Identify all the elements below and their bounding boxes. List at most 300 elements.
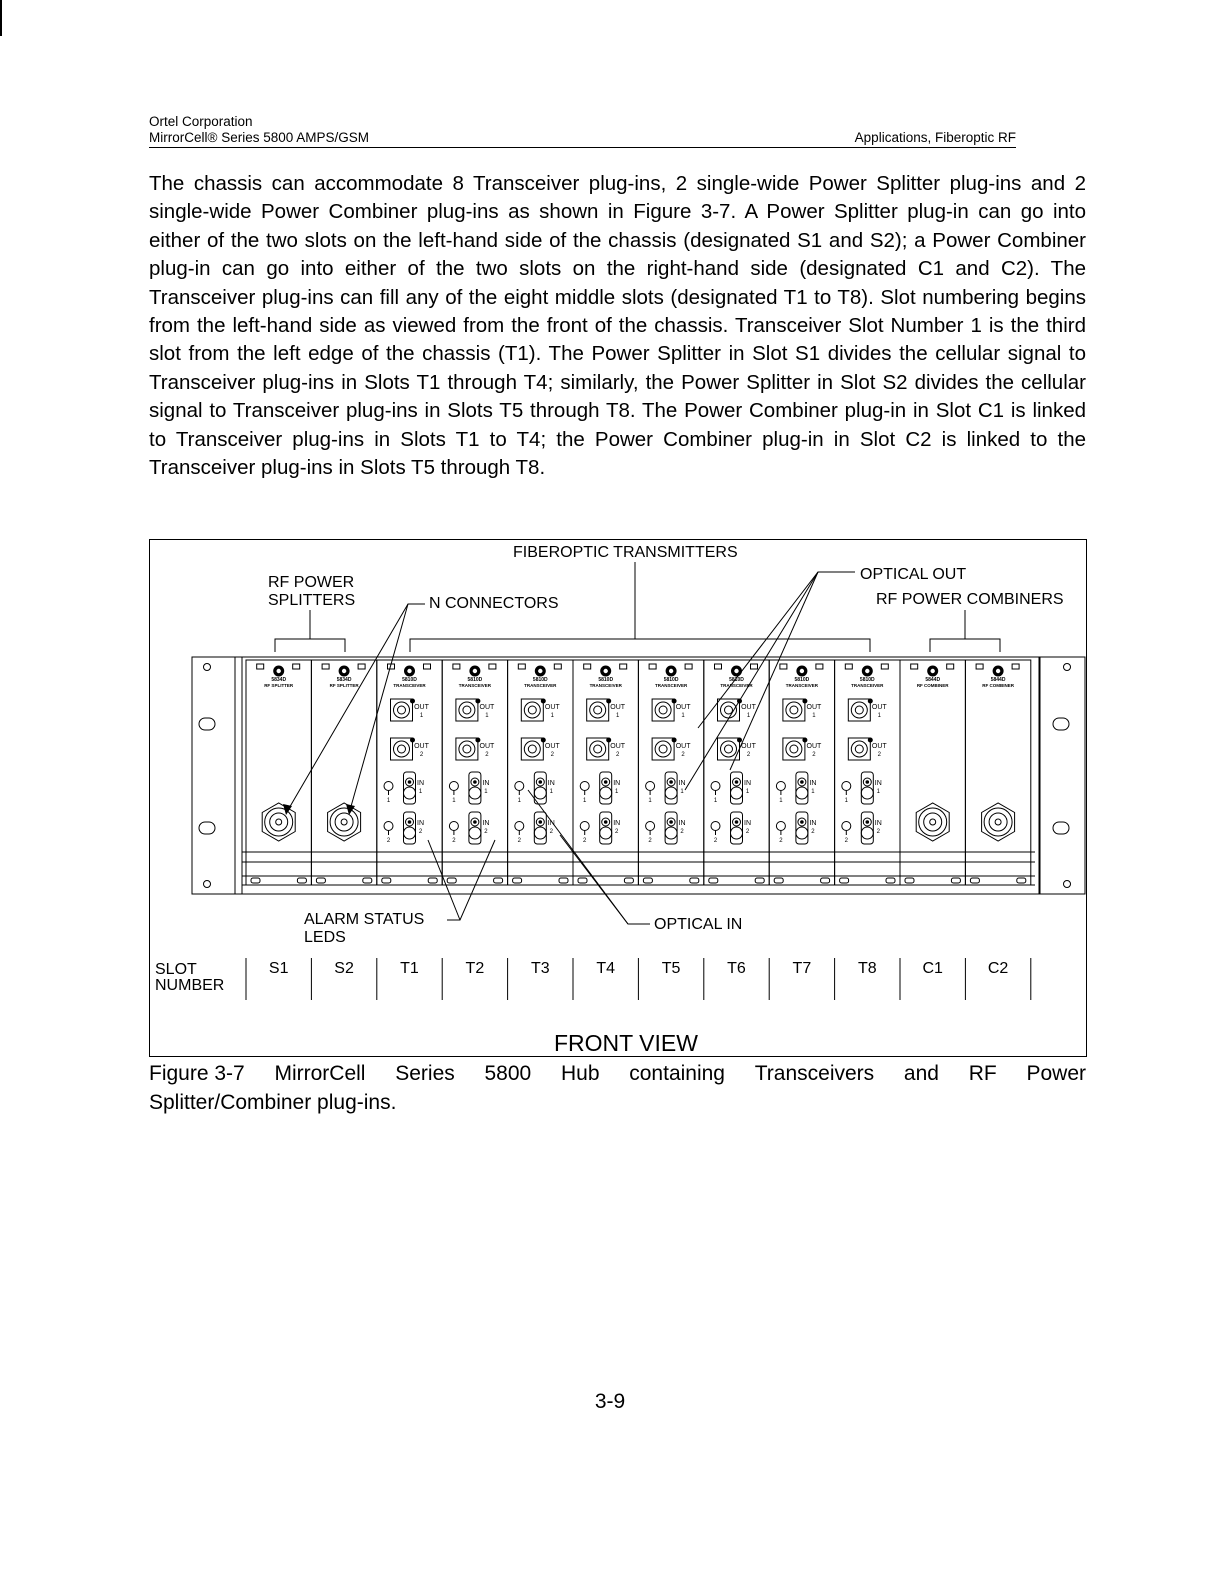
in-label: IN [874,820,882,827]
fastener [951,878,960,883]
in-number: 2 [811,829,815,835]
connector-pin [735,780,739,784]
out-label: OUT [806,704,822,711]
rack-hole [1064,881,1071,888]
module-type: TRANSCEIVER [654,683,688,688]
connector-ring [594,706,602,714]
connector-ring [861,787,873,799]
plug-in-panel [965,660,1030,885]
alarm-status-led-icon [776,822,785,831]
fastener [709,878,718,883]
connector-pin [473,820,477,824]
connector-ring [590,702,606,718]
status-led-center [865,669,869,673]
fastener [559,878,568,883]
connector-latch [802,738,807,743]
plug-in-t8 [835,660,900,885]
connector-ring [404,827,416,839]
plug-in-panel [311,660,376,885]
in-number: 1 [484,789,488,795]
connector-ring [725,745,733,753]
fastener [297,878,306,883]
header-rule-row [149,130,1016,148]
plug-in-t6 [704,660,769,885]
n-connector-ring [924,813,942,831]
out-number: 1 [812,713,816,719]
in-label: IN [417,780,424,787]
caption-word: Power [1026,1062,1086,1085]
fastener [905,878,914,883]
module-number: 5810D [467,677,483,683]
label-slot: SLOT [155,961,197,978]
alarm-led [584,664,591,669]
optical-in-leader [528,790,628,924]
right-rack-ear [1040,657,1085,894]
slot-label-t1: T1 [400,960,419,977]
status-led-center [800,669,804,673]
plug-in-panel [246,660,311,885]
fastener [970,878,979,883]
module-type: RF SPLITTER [329,683,359,688]
label-front-view: FRONT VIEW [554,1030,698,1056]
out-number: 2 [616,752,620,758]
status-led-center [669,669,673,673]
connector-ring [398,745,406,753]
module-type: TRANSCEIVER [720,683,753,688]
connector-pin [800,820,804,824]
alarm-status-led-icon [384,782,393,791]
caption-line-1 [149,1059,1086,1088]
module-number: 5834D [271,677,287,683]
in-number: 2 [615,829,619,835]
fastener [690,878,699,883]
connector-latch [541,738,546,743]
n-connector-ring [270,813,288,831]
alarm-status-led-icon [842,782,851,791]
module-number: 5810D [663,677,679,683]
alarm-status-led-icon [646,782,655,791]
alarm-led [976,664,983,669]
fastener [363,878,372,883]
out-label: OUT [479,743,495,750]
connector-ring [655,702,671,718]
fastener [774,878,783,883]
led-number: 1 [844,798,848,804]
label-number: NUMBER [155,977,225,994]
in-label: IN [613,820,621,827]
out-number: 1 [681,713,685,719]
in-label: IN [809,820,817,827]
alarm-status-led-icon [580,782,589,791]
plug-in-t2 [442,660,507,885]
connector-ring [463,706,471,714]
led-number: 2 [844,838,848,844]
alarm-status-led-icon [515,822,524,831]
out-number: 2 [681,752,685,758]
slot-label-c1: C1 [922,960,943,977]
n-connector-ring [919,808,947,836]
in-number: 2 [484,829,488,835]
alarm-status-led-icon [515,782,524,791]
plug-in-c2 [965,660,1030,885]
alarm-led [322,664,329,669]
alarm-led [257,664,264,669]
label-splitters: SPLITTERS [268,592,356,609]
connector-pin [866,820,870,824]
plug-in-s1 [246,660,311,885]
alarm-status-led-icon [580,822,589,831]
connector-ring [861,827,873,839]
slot-label-s2: S2 [334,960,354,977]
fastener [886,878,895,883]
connector-ring [731,787,743,799]
plug-in-t5 [638,660,703,885]
plug-in-t3 [508,660,573,885]
plug-in-s2 [311,660,376,885]
connector-ring [528,745,536,753]
rack-hole [204,664,211,671]
connector-latch [672,699,677,704]
out-label: OUT [414,704,429,711]
alarm-led [293,664,300,669]
module-number: 5810D [859,677,875,683]
module-type: RF COMBINER [982,683,1014,688]
slot-label-s1: S1 [268,960,289,977]
alarm-led [620,664,627,669]
connector-ring [790,706,798,714]
out-number: 2 [812,752,816,758]
alarm-led [947,664,954,669]
n-connector-icon [916,803,949,841]
module-type: TRANSCEIVER [589,683,622,688]
connector-latch [410,699,415,704]
slot-label-t5: T5 [661,960,681,977]
connector-ring [524,702,540,718]
status-led-center [277,669,281,673]
alarm-led [751,664,758,669]
n-connector-ring [989,813,1007,831]
rack-hole [204,881,211,888]
out-number: 1 [616,713,620,719]
connector-pin [408,820,412,824]
in-number: 2 [418,829,423,835]
out-label: OUT [479,704,495,711]
in-label: IN [547,820,555,827]
alarm-led [358,664,365,669]
alarm-status-led-icon [646,822,655,831]
out-label: OUT [544,743,560,750]
slot-label-t4: T4 [596,960,616,977]
out-label: OUT [806,743,822,750]
caption-word: MirrorCell [274,1062,366,1085]
out-number: 1 [419,713,424,719]
figure-3-7 [149,539,1087,1057]
connector-ring [600,827,612,839]
label-optical-in: OPTICAL IN [654,916,743,933]
connector-ring [590,741,606,757]
plug-in-t7 [769,660,834,885]
in-label: IN [809,780,817,787]
out-label: OUT [871,704,887,711]
in-number: 2 [745,829,750,835]
rack-slot [1053,822,1069,834]
n-connector-ring [335,813,353,831]
connector-ring [659,706,667,714]
alarm-led [881,664,888,669]
module-type: TRANSCEIVER [524,683,557,688]
header-company: Ortel Corporation [149,114,253,129]
connector-pin [539,820,543,824]
connector-ring [855,706,863,714]
fastener [821,878,830,883]
alarm-led [1012,664,1019,669]
n-connector-ring [984,808,1012,836]
connector-ring [786,702,802,718]
n-connector-ring [265,808,293,836]
splitters-bracket [275,639,345,652]
in-label: IN [744,820,751,827]
connector-latch [606,738,611,743]
connector-ring [665,827,677,839]
status-led-center [996,669,1000,673]
connector-pin [604,820,608,824]
status-led-center [931,669,935,673]
connector-ring [851,741,867,757]
connector-pin [473,780,477,784]
connector-latch [737,738,742,743]
rack-slot [199,718,215,730]
plug-in-t4 [573,660,638,885]
connector-ring [796,787,808,799]
in-label: IN [744,780,751,787]
slot-label-t6: T6 [727,960,746,977]
in-number: 1 [680,789,684,795]
connector-ring [459,702,475,718]
led-number: 1 [648,798,652,804]
status-led-center [604,669,608,673]
led-number: 1 [386,798,391,804]
connector-pin [866,780,870,784]
n-connector-pin [276,819,282,825]
connector-ring [731,827,743,839]
alarm-led [424,664,431,669]
out-label: OUT [610,704,626,711]
connector-ring [469,827,481,839]
module-type: TRANSCEIVER [393,683,426,688]
out-number: 1 [485,713,489,719]
connector-ring [463,745,471,753]
in-number: 2 [549,829,553,835]
module-number: 5834D [336,677,352,683]
fastener [494,878,503,883]
connector-latch [475,699,480,704]
out-label: OUT [741,704,756,711]
connector-latch [672,738,677,743]
fastener [382,878,391,883]
connector-latch [868,738,873,743]
caption-word: and [903,1062,939,1085]
n-connector-icon [262,803,295,841]
in-number: 1 [418,789,423,795]
slot-label-t2: T2 [465,960,485,977]
module-type: RF COMBINER [916,683,949,688]
n-connector-icon [328,803,361,841]
out-label: OUT [675,743,691,750]
alarm-led [518,664,525,669]
connector-ring [796,827,808,839]
in-label: IN [678,780,686,787]
out-label: OUT [544,704,560,711]
led-number: 2 [517,838,521,844]
in-number: 2 [876,829,880,835]
alarm-status-led-icon [384,822,393,831]
connector-pin [800,780,804,784]
in-label: IN [547,780,555,787]
led-number: 1 [779,798,783,804]
connector-ring [600,787,612,799]
in-label: IN [482,820,490,827]
label-optical-out: OPTICAL OUT [860,566,967,583]
connector-pin [735,820,739,824]
slot-label-t7: T7 [792,960,812,977]
header-section: Applications, Fiberoptic RF [854,130,1016,145]
optical-out-leader [698,572,855,728]
fastener [251,878,260,883]
connector-ring [665,787,677,799]
alarm-led [685,664,692,669]
caption-word: Hub [560,1062,600,1085]
led-number: 2 [713,838,718,844]
slot-label-t8: T8 [857,960,877,977]
in-label: IN [613,780,621,787]
status-led-center [473,669,477,673]
caption-line-2: Splitter/Combiner plug-ins. [149,1091,397,1114]
page-number: 3-9 [594,1390,626,1413]
in-number: 1 [615,789,619,795]
alarm-status-led-icon [711,782,720,791]
out-label: OUT [610,743,626,750]
caption-word: containing [629,1062,725,1085]
in-number: 2 [680,829,684,835]
alarm-led [845,664,852,669]
connector-ring [469,787,481,799]
status-led-center [538,669,542,673]
label-fiberoptic-transmitters: FIBEROPTIC TRANSMITTERS [513,544,738,561]
connector-pin [408,780,412,784]
led-number: 2 [648,838,652,844]
module-number: 5844D [925,677,941,683]
fastener [755,878,764,883]
transmitters-bracket [410,639,870,652]
alarm-status-led-icon [711,822,720,831]
led-number: 2 [779,838,783,844]
in-number: 1 [549,789,553,795]
alarm-led [554,664,561,669]
led-number: 1 [583,798,587,804]
figure-caption [149,1059,1086,1117]
in-number: 1 [745,789,750,795]
status-led-center [407,669,411,673]
connector-latch [802,699,807,704]
alarm-led [453,664,460,669]
connector-ring [721,741,737,757]
connector-ring [534,787,546,799]
connector-ring [394,702,410,718]
in-number: 1 [876,789,880,795]
in-label: IN [417,820,424,827]
connector-latch [410,738,415,743]
body-paragraph: The chassis can accommodate 8 Transceiver plug-ins, 2 single-wide Power Splitter plug-ins and 2 single-wide Power Combiner plug-ins as shown in Figure 3-7. A Power Splitter plug-in can go into either of the two slots on the left-hand side of the chassis (designated S1 and S2); a Power Combiner plug-in can go into either of the two slots on the right-hand side (designated C1 and C2). The Transceiver plug-ins can fill any of the eight middle slots (designated T1 to T8). Slot numbering begins from the left-hand side as viewed from the front of the chassis. Transceiver Slot Number 1 is the third slot from the left edge of the chassis (T1). The Power Splitter in Slot S1 divides the cellular signal to Transceiver plug-ins in Slots T1 through T4; similarly, the Power Splitter in Slot S2 divides the cellular signal to Transceiver plug-ins in Slots T5 through T8. The Power Combiner plug-in in Slot C1 is linked to Transceiver plug-ins in Slots T1 to T4; the Power Combiner plug-in in Slot C2 is linked to the Transceiver plug-ins in Slots T5 through T8. [149,172,1086,480]
rack-hole [1064,664,1071,671]
connector-ring [534,827,546,839]
in-number: 1 [811,789,815,795]
out-number: 2 [746,752,751,758]
module-number: 5810D [402,677,417,683]
in-label: IN [482,780,490,787]
caption-word: RF [968,1062,997,1085]
module-type: RF SPLITTER [264,683,294,688]
status-led-center [734,669,738,673]
caption-word: 5800 [484,1062,532,1085]
connector-ring [655,741,671,757]
connector-pin [539,780,543,784]
alarm-status-led-icon [842,822,851,831]
connector-ring [459,741,475,757]
connector-ring [855,745,863,753]
fastener [513,878,522,883]
fastener [447,878,456,883]
out-number: 2 [877,752,881,758]
module-number: 5810D [729,677,744,683]
module-type: TRANSCEIVER [851,683,884,688]
caption-word: Figure 3-7 [149,1062,245,1085]
alarm-status-led-icon [776,782,785,791]
n-connector-pin [341,819,347,825]
out-number: 2 [419,752,424,758]
n-connector-pin [930,819,936,825]
fastener [643,878,652,883]
fastener [428,878,437,883]
rack-slot [199,822,215,834]
led-number: 2 [452,838,456,844]
label-leds: LEDS [304,929,346,946]
connector-latch [868,699,873,704]
module-number: 5844D [990,677,1006,683]
connector-ring [851,702,867,718]
n-connector-icon [982,803,1015,841]
module-type: TRANSCEIVER [785,683,819,688]
plug-in-c1 [900,660,965,885]
n-connector-pin [995,819,1001,825]
page-edge-mark [0,0,2,36]
connector-ring [528,706,536,714]
led-number: 2 [583,838,587,844]
out-number: 1 [550,713,554,719]
label-rf-power-combiners: RF POWER COMBINERS [876,591,1064,608]
connector-ring [398,706,406,714]
fastener [840,878,849,883]
alarm-led [649,664,656,669]
n-connector-ring [330,808,358,836]
slot-label-t3: T3 [530,960,550,977]
label-n-connectors: N CONNECTORS [429,595,559,612]
out-label: OUT [741,743,756,750]
alarm-led [816,664,823,669]
connector-pin [669,820,673,824]
connector-ring [394,741,410,757]
out-number: 1 [746,713,751,719]
connector-ring [786,741,802,757]
